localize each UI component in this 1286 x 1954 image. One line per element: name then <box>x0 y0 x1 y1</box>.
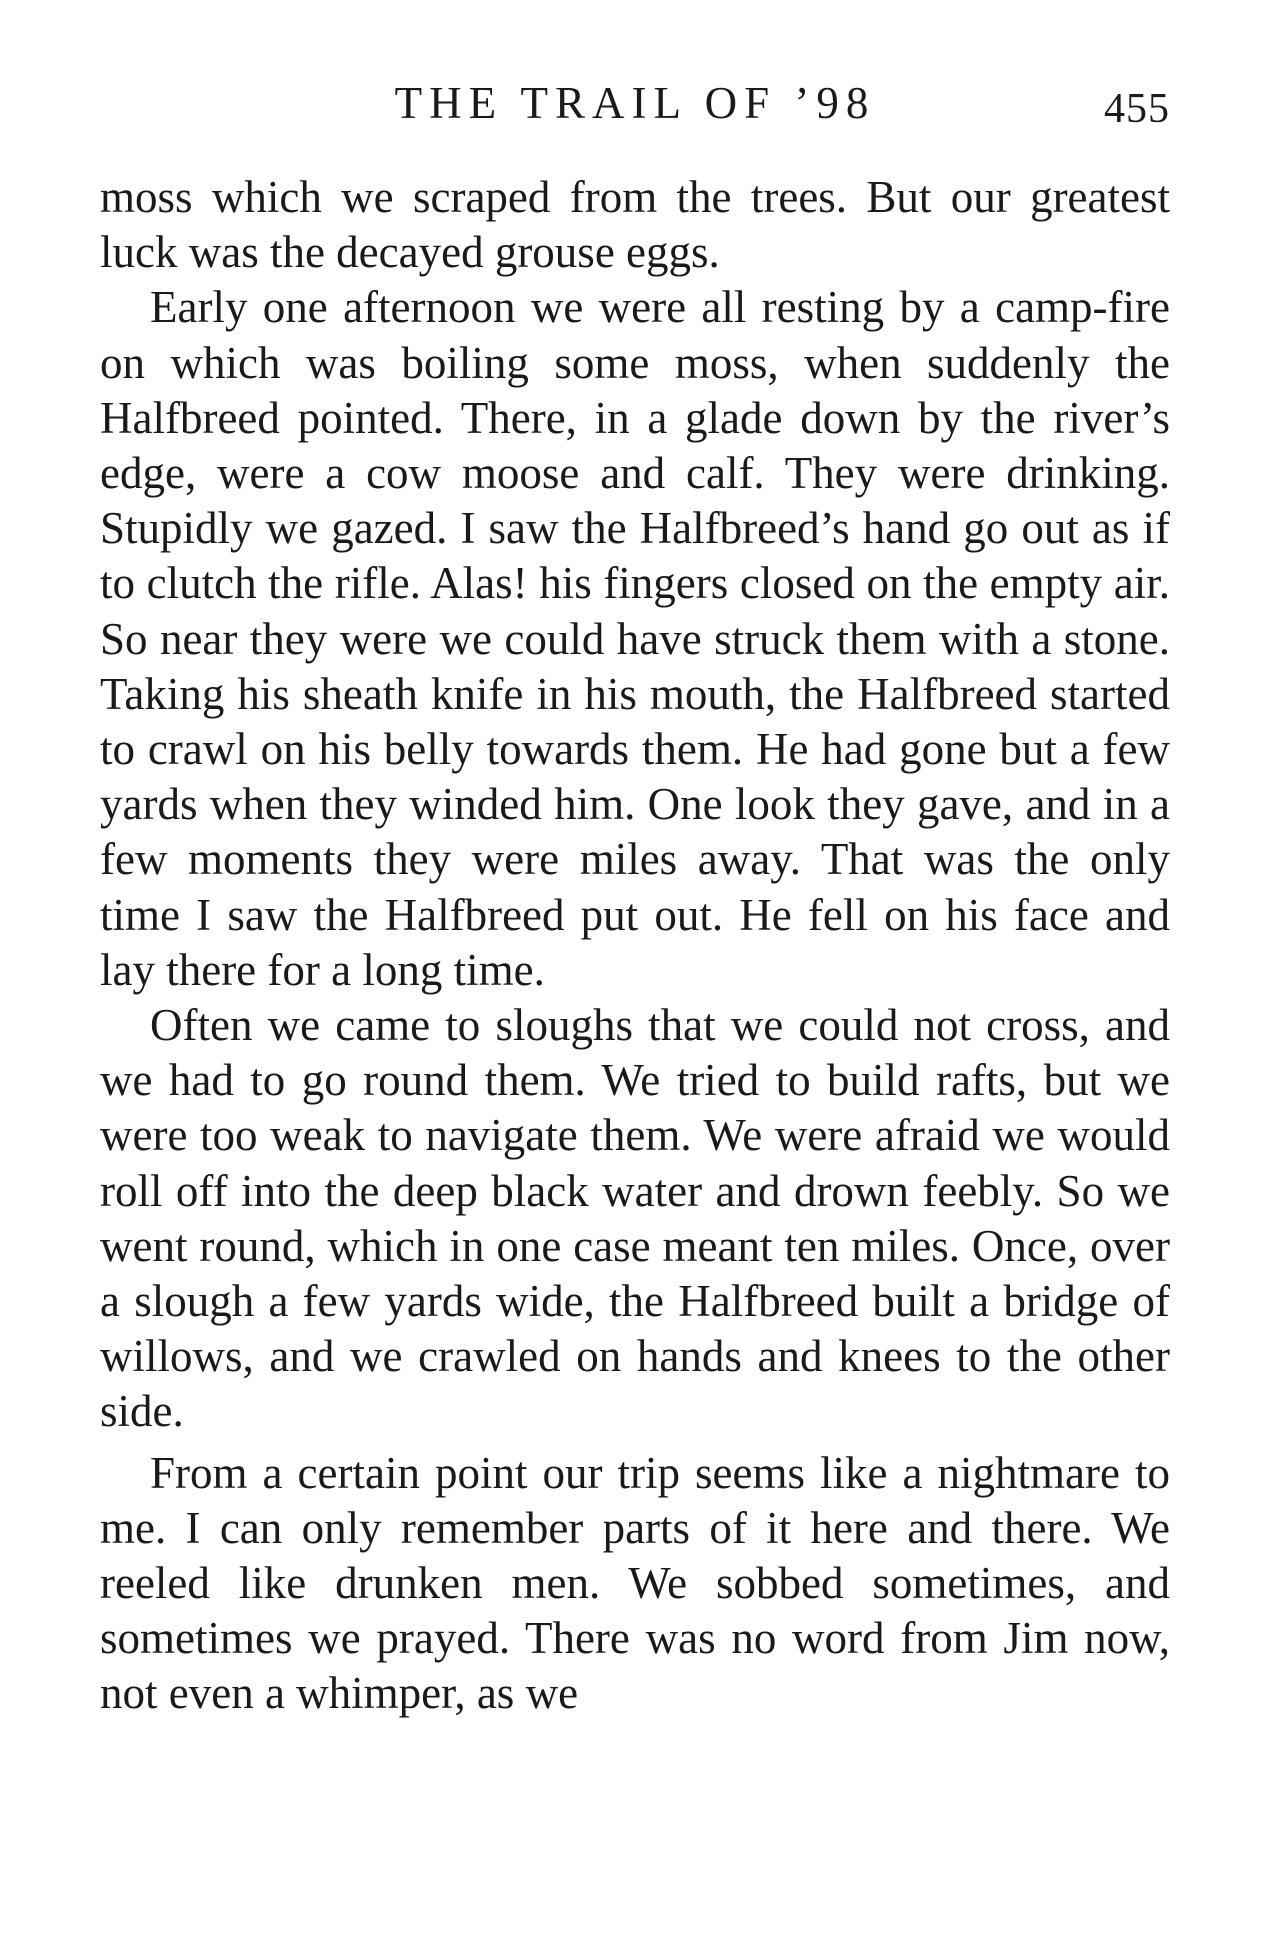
body-text <box>100 170 1170 1722</box>
paragraph-nightmare: From a certain point our trip seems like a nightmare to me. I can only remember parts of it here and there. We reeled like drunken men. We sobbed sometimes, and sometimes we prayed. There was no word from Jim now, not even a whimper, as we <box>100 1447 1170 1719</box>
page-number: 455 <box>1104 86 1170 132</box>
paragraph-sloughs: Often we came to sloughs that we could not cross, and we had to go round them. We tried to build rafts, but we were too weak to navigate them. We were afraid we would roll off into the deep black water and drown feebly. So we went round, which in one case meant ten miles. Once, over a slough a few yards wide, the Halfbreed built a bridge of willows, and we crawled on hands and knees to the other side. <box>100 1000 1170 1437</box>
running-head <box>100 68 1170 138</box>
paragraph-moose: Early one afternoon we were all resting by a camp-fire on which was boiling some moss, when suddenly the Halfbreed pointed. There, in a glade down by the river’s edge, were a cow moose and calf. They were drinking. Stupidly we gazed. I saw the Halfbreed’s hand go out as if to clutch the rifle. Alas! his fingers closed on the empty air. So near they were we could have struck them with a stone. Taking his sheath knife in his mouth, the Halfbreed started to crawl on his belly towards them. He had gone but a few yards when they winded him. One look they gave, and in a few moments they were miles away. That was the only time I saw the Halfbreed put out. He fell on his face and lay there for a long time. <box>100 282 1170 995</box>
running-title: THE TRAIL OF ’98 <box>394 78 876 128</box>
paragraph-continued: moss which we scraped from the trees. But our greatest luck was the decayed grouse eggs. <box>100 172 1170 278</box>
